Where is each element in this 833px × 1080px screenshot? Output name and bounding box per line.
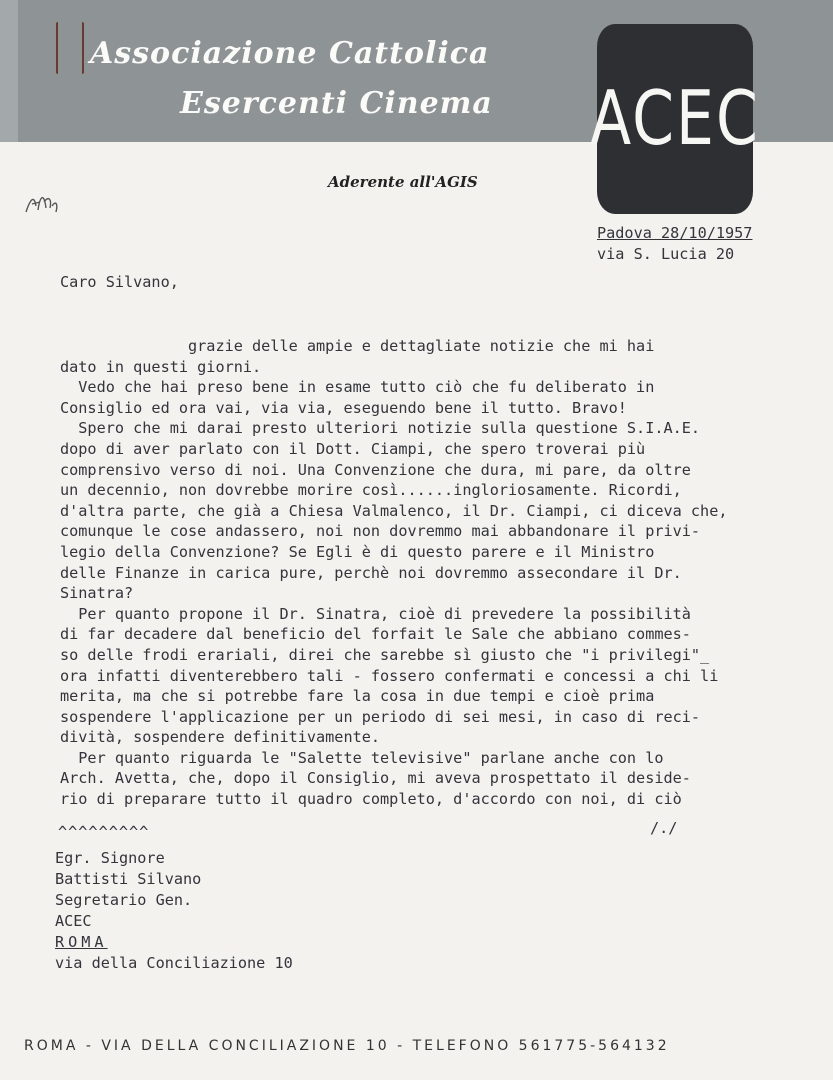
body-line: di far decadere dal beneficio del forfait le Sale che abbiano commes-: [60, 625, 691, 644]
recipient-city: ROMA: [55, 933, 108, 951]
body-line: dopo di aver parlato con il Dott. Ciampi, che spero troverai più: [60, 439, 646, 458]
recipient-street: via della Conciliazione 10: [55, 954, 293, 972]
separator-marks: ^^^^^^^^^: [58, 823, 150, 841]
salutation: Caro Silvano,: [60, 273, 179, 291]
letter-body: [60, 336, 820, 810]
body-line: ora infatti diventerebbero tali - fossero confermati e concessi a chi li: [60, 666, 719, 685]
body-line: Consiglio ed ora vai, via via, eseguendo bene il tutto. Bravo!: [60, 398, 627, 417]
body-line: Per quanto propone il Dr. Sinatra, cioè di prevedere la possibilità: [60, 604, 691, 623]
continued-mark: /./: [650, 819, 678, 837]
body-line: Per quanto riguarda le "Salette televisive" parlane anche con lo: [60, 748, 664, 767]
recipient-line: Egr. Signore: [55, 849, 165, 867]
letter-date: Padova 28/10/1957: [597, 224, 753, 242]
body-line: comunque le cose andassero, noi non dovremmo mai abbandonare il privi-: [60, 522, 701, 541]
acec-logo: ACEC: [597, 24, 753, 214]
body-line: Spero che mi darai presto ulteriori notizie sulla questione S.I.A.E.: [60, 419, 701, 438]
body-line: Vedo che hai preso bene in esame tutto ciò che fu deliberato in: [60, 378, 655, 397]
letterhead-edge: [0, 0, 18, 142]
body-line: dività, sospendere definitivamente.: [60, 728, 381, 747]
body-line: sospendere l'applicazione per un periodo di sei mesi, in caso di reci-: [60, 707, 701, 726]
organization-name-line-2: Esercenti Cinema: [180, 86, 493, 121]
sender-address: via S. Lucia 20: [597, 245, 735, 263]
body-line: Sinatra?: [60, 584, 134, 603]
recipient-line: ACEC: [55, 912, 92, 930]
body-line: un decennio, non dovrebbe morire così......ingloriosamente. Ricordi,: [60, 481, 682, 500]
body-line: Arch. Avetta, che, dopo il Consiglio, mi aveva prospettato il deside-: [60, 769, 691, 788]
body-line: rio di preparare tutto il quadro completo, d'accordo con noi, di ciò: [60, 790, 682, 809]
organization-name-line-1: Associazione Cattolica: [90, 36, 490, 71]
body-line: merita, ma che si potrebbe fare la cosa in due tempi e cioè prima: [60, 687, 655, 706]
recipient-block: [55, 848, 293, 974]
body-line: d'altra parte, che già a Chiesa Valmalenco, il Dr. Ciampi, ci diceva che,: [60, 501, 728, 520]
body-line: delle Finanze in carica pure, perchè noi dovremmo assecondare il Dr.: [60, 563, 682, 582]
body-line: comprensivo verso di noi. Una Convenzione che dura, mi pare, da oltre: [60, 460, 691, 479]
body-line: dato in questi giorni.: [60, 357, 262, 376]
recipient-line: Segretario Gen.: [55, 891, 193, 909]
body-line: so delle frodi erariali, direi che sarebbe sì giusto che "i privilegi"_: [60, 645, 710, 664]
body-line: grazie delle ampie e dettagliate notizie che mi hai: [60, 337, 655, 355]
aderente-tagline: Aderente all'AGIS: [328, 173, 478, 191]
handwritten-initials-mark: [22, 186, 62, 218]
body-line: legio della Convenzione? Se Egli è di questo parere e il Ministro: [60, 542, 655, 561]
letterhead-footer: ROMA - VIA DELLA CONCILIAZIONE 10 - TELEFONO 561775-564132: [24, 1038, 670, 1054]
recipient-line: Battisti Silvano: [55, 870, 202, 888]
letterhead-bracket-mark: [56, 22, 84, 74]
